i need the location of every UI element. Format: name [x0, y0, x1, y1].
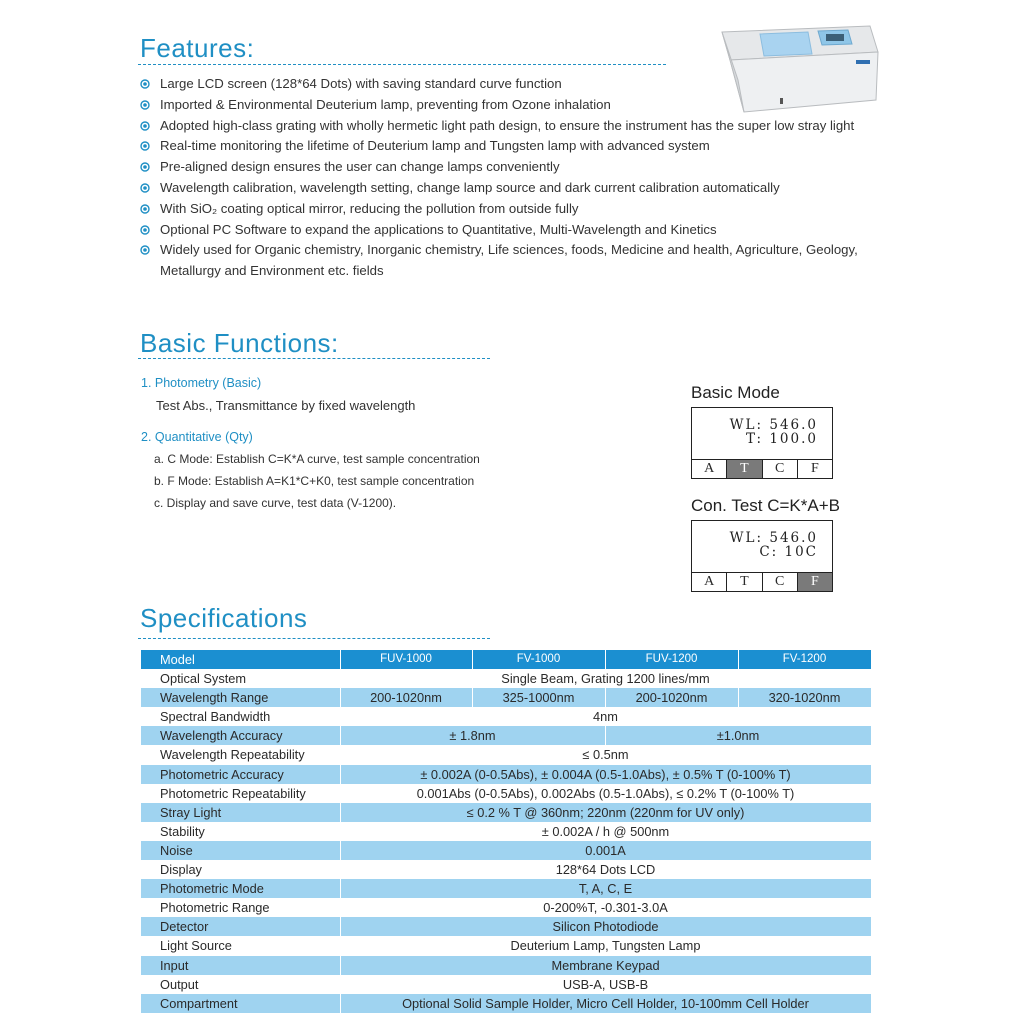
spec-value: ≤ 0.2 % T @ 360nm; 220nm (220nm for UV only) — [340, 803, 871, 822]
circle-bullet-icon — [140, 141, 150, 151]
spec-value: ±1.0nm — [605, 726, 871, 745]
table-row — [141, 994, 871, 1013]
lcd-key-c: C — [763, 460, 798, 478]
circle-bullet-icon — [140, 100, 150, 110]
header-model-name: FV-1000 — [472, 650, 605, 669]
features-list — [140, 74, 880, 282]
lcd-key-c: C — [763, 573, 798, 591]
feature-item — [140, 220, 880, 241]
table-row — [141, 956, 871, 975]
header-model: Model — [141, 650, 340, 669]
circle-bullet-icon — [140, 183, 150, 193]
table-row — [141, 841, 871, 860]
table-row — [141, 898, 871, 917]
spec-label: Photometric Range — [141, 898, 340, 917]
table-row — [141, 803, 871, 822]
table-row — [141, 669, 871, 688]
features-title: Features: — [140, 33, 255, 63]
spec-label: Stability — [141, 822, 340, 841]
feature-item — [140, 136, 880, 157]
spec-label: Spectral Bandwidth — [141, 707, 340, 726]
spec-value: USB-A, USB-B — [340, 975, 871, 994]
spec-label: Wavelength Repeatability — [141, 745, 340, 764]
circle-bullet-icon — [140, 204, 150, 214]
lcd-mode-keys — [692, 459, 832, 478]
feature-item — [140, 157, 880, 178]
table-row — [141, 917, 871, 936]
circle-bullet-icon — [140, 121, 150, 131]
specifications-table — [141, 650, 872, 1013]
table-row — [141, 975, 871, 994]
spec-value: Membrane Keypad — [340, 956, 871, 975]
spec-value: 128*64 Dots LCD — [340, 860, 871, 879]
con-test-title: Con. Test C=K*A+B — [691, 496, 840, 515]
feature-item — [140, 95, 880, 116]
header-model-name: FUV-1200 — [605, 650, 738, 669]
spec-label: Output — [141, 975, 340, 994]
specifications-divider — [138, 638, 490, 639]
circle-bullet-icon — [140, 162, 150, 172]
spec-value: T, A, C, E — [340, 879, 871, 898]
feature-item — [140, 178, 880, 199]
header-model-name: FV-1200 — [738, 650, 871, 669]
table-row — [141, 688, 871, 707]
feature-text: Real-time monitoring the lifetime of Deuterium lamp and Tungsten lamp with advanced system — [160, 138, 710, 154]
basic-functions-divider — [138, 358, 490, 359]
feature-text: Adopted high-class grating with wholly hermetic light path design, to ensure the instrument has the super low stray light — [160, 117, 855, 133]
spec-label: Display — [141, 860, 340, 879]
photometry-heading: 1. Photometry (Basic) — [141, 376, 262, 390]
table-row — [141, 726, 871, 745]
spec-label: Light Source — [141, 936, 340, 955]
quantitative-item-f: b. F Mode: Establish A=K1*C+K0, test sample concentration — [154, 474, 475, 488]
spec-label: Noise — [141, 841, 340, 860]
feature-item — [140, 74, 880, 95]
lcd-key-a: A — [692, 460, 727, 478]
table-row — [141, 765, 871, 784]
table-row — [141, 784, 871, 803]
spec-label: Photometric Mode — [141, 879, 340, 898]
feature-text: Wavelength calibration, wavelength setting, change lamp source and dark current calibration automatically — [160, 179, 780, 195]
lcd-transmittance-line: T: 100.0 — [745, 431, 818, 447]
circle-bullet-icon — [140, 245, 150, 255]
quantitative-heading: 2. Quantitative (Qty) — [141, 430, 253, 444]
spec-value: 200-1020nm — [340, 688, 472, 707]
spec-label: Stray Light — [141, 803, 340, 822]
table-row — [141, 860, 871, 879]
table-row — [141, 879, 871, 898]
lcd-key-f: F — [798, 573, 832, 591]
spec-value: ± 1.8nm — [340, 726, 605, 745]
feature-item — [140, 116, 880, 137]
basic-mode-lcd — [691, 407, 833, 479]
lcd-concentration-line: C: 10C — [759, 544, 818, 560]
lcd-key-f: F — [810, 461, 819, 476]
spec-value: 0.001A — [340, 841, 871, 860]
feature-text: Imported & Environmental Deuterium lamp, preventing from Ozone inhalation — [160, 96, 611, 112]
spec-label: Wavelength Range — [141, 688, 340, 707]
lcd-key-a: A — [692, 573, 727, 591]
feature-item — [140, 199, 880, 220]
spec-value: ≤ 0.5nm — [340, 745, 871, 764]
circle-bullet-icon — [140, 225, 150, 235]
spec-value: 200-1020nm — [605, 688, 738, 707]
lcd-mode-keys — [692, 572, 832, 591]
table-row — [141, 707, 871, 726]
table-header-row — [141, 650, 871, 669]
spec-label: Input — [141, 956, 340, 975]
photometry-text: Test Abs., Transmittance by fixed wavelength — [156, 398, 416, 413]
spec-value: Single Beam, Grating 1200 lines/mm — [340, 669, 871, 688]
circle-bullet-icon — [140, 79, 150, 89]
spec-value: 325-1000nm — [472, 688, 605, 707]
spec-label: Photometric Accuracy — [141, 765, 340, 784]
spec-label: Wavelength Accuracy — [141, 726, 340, 745]
lcd-key-t: T — [727, 460, 762, 478]
spec-value: 0.001Abs (0-0.5Abs), 0.002Abs (0.5-1.0Abs), ≤ 0.2% T (0-100% T) — [340, 784, 871, 803]
feature-item — [140, 240, 880, 282]
feature-text: With SiO₂ coating optical mirror, reducing the pollution from outside fully — [160, 200, 579, 216]
specifications-title: Specifications — [140, 603, 308, 633]
spec-label: Photometric Repeatability — [141, 784, 340, 803]
basic-functions-title: Basic Functions: — [140, 328, 339, 358]
quantitative-item-c: a. C Mode: Establish C=K*A curve, test sample concentration — [154, 452, 480, 466]
basic-mode-title: Basic Mode — [691, 383, 780, 402]
spec-value: Silicon Photodiode — [340, 917, 871, 936]
lcd-wavelength-line: WL: 546.0 — [729, 530, 818, 546]
feature-text: Pre-aligned design ensures the user can change lamps conveniently — [160, 159, 560, 175]
feature-text: Widely used for Organic chemistry, Inorganic chemistry, Life sciences, foods, Medicine and health, Agriculture, Geology, Metallurgy and Environment etc. fields — [160, 242, 858, 279]
feature-text: Optional PC Software to expand the applications to Quantitative, Multi-Wavelength and Kinetics — [160, 221, 717, 237]
table-row — [141, 745, 871, 764]
spec-value: Deuterium Lamp, Tungsten Lamp — [340, 936, 871, 955]
lcd-wavelength-line: WL: 546.0 — [729, 417, 818, 433]
con-test-lcd — [691, 520, 833, 592]
table-row — [141, 822, 871, 841]
quantitative-item-display: c. Display and save curve, test data (V-1200). — [154, 496, 397, 510]
spec-label: Optical System — [141, 669, 340, 688]
features-divider — [138, 64, 666, 65]
spec-value: 4nm — [340, 707, 871, 726]
spec-label: Compartment — [141, 994, 340, 1013]
feature-text: Large LCD screen (128*64 Dots) with saving standard curve function — [160, 76, 562, 91]
spec-value: 0-200%T, -0.301-3.0A — [340, 898, 871, 917]
spec-label: Detector — [141, 917, 340, 936]
spec-value: ± 0.002A / h @ 500nm — [340, 822, 871, 841]
header-model-name: FUV-1000 — [340, 650, 472, 669]
spec-value: Optional Solid Sample Holder, Micro Cell Holder, 10-100mm Cell Holder — [340, 994, 871, 1013]
lcd-key-t: T — [727, 573, 762, 591]
spec-value: ± 0.002A (0-0.5Abs), ± 0.004A (0.5-1.0Abs), ± 0.5% T (0-100% T) — [340, 765, 871, 784]
table-row — [141, 936, 871, 955]
spec-value: 320-1020nm — [738, 688, 871, 707]
